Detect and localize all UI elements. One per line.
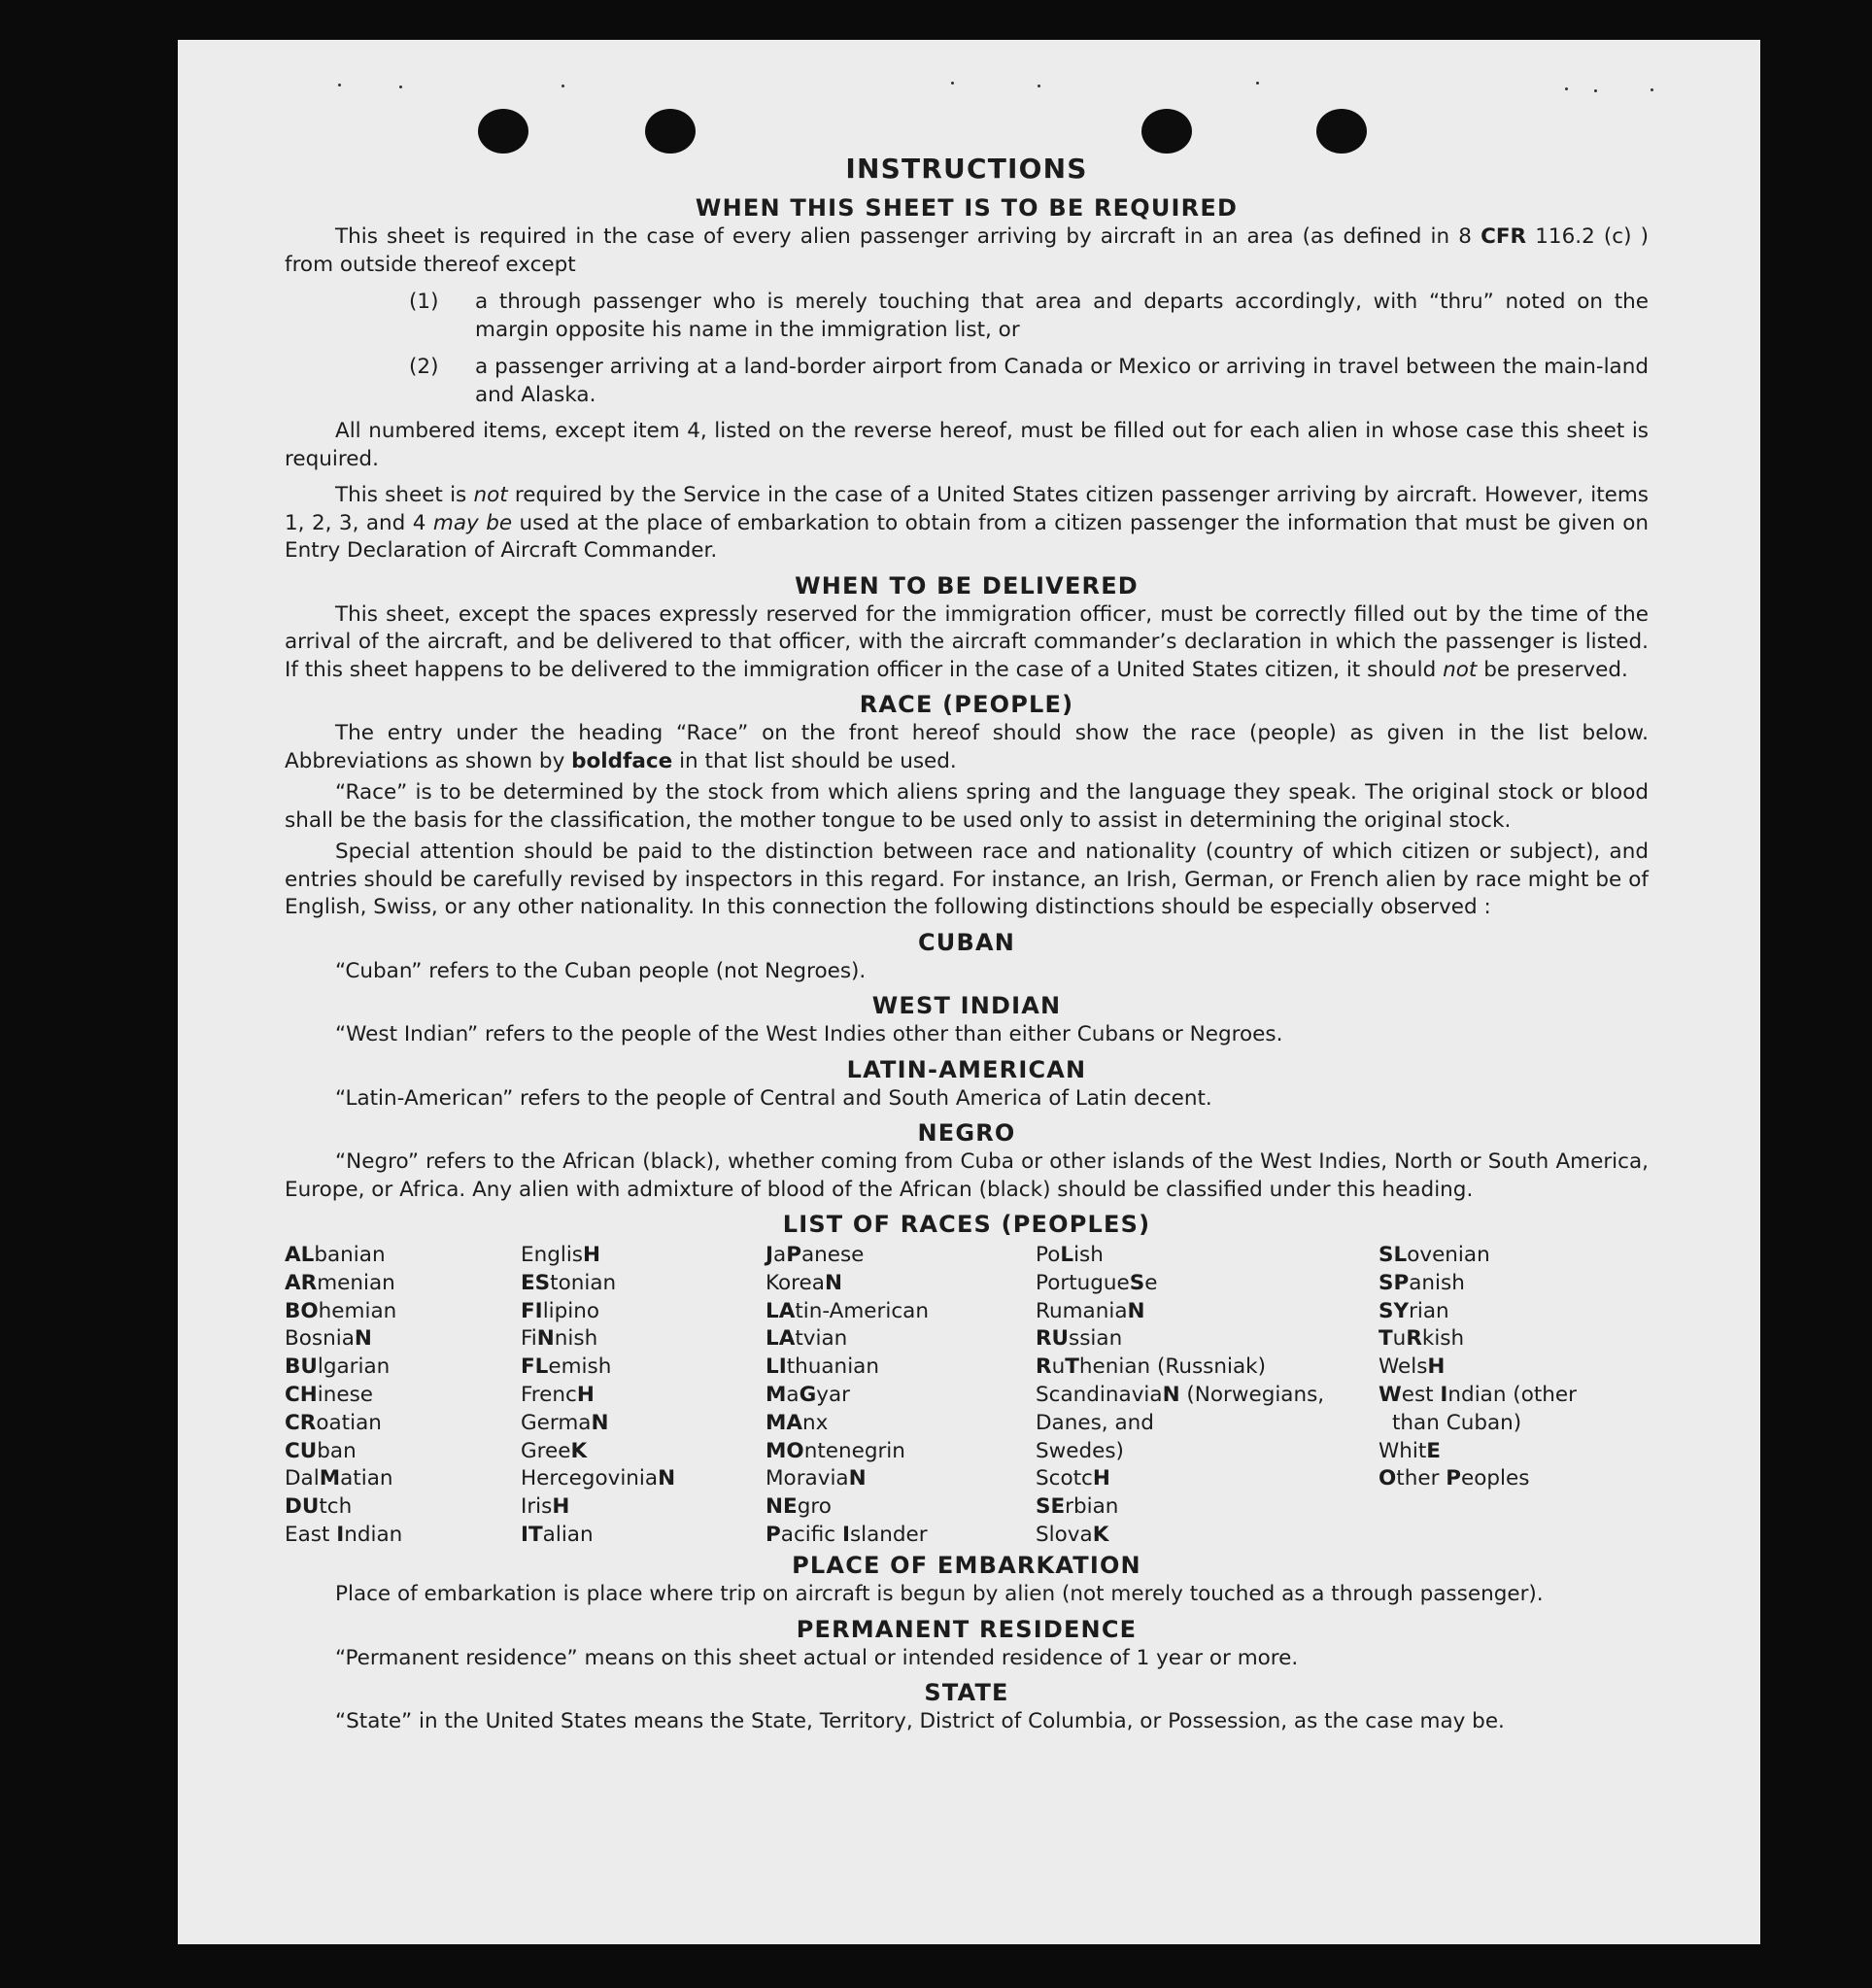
text: The entry under the heading “Race” on the front hereof should show the race (people) as given in the list below. Abbreviations as shown by	[285, 721, 1649, 773]
race-entry: RumaniaN	[1036, 1298, 1145, 1323]
paragraph: Place of embarkation is place where trip on aircraft is begun by alien (not merely touched as a through passenger).	[335, 1582, 1544, 1606]
italic-text: may be	[432, 510, 513, 535]
race-entry: ScotcH	[1036, 1466, 1110, 1491]
abbrev-letters: G	[799, 1382, 817, 1407]
race-entry-continuation: than Cuban)	[1392, 1410, 1522, 1435]
abbrev-letters: IT	[521, 1522, 543, 1547]
speck	[1038, 85, 1040, 87]
race-entry: FLemish	[521, 1354, 612, 1380]
race-entry	[1378, 1410, 1577, 1438]
race-entry: LAtin-American	[766, 1298, 929, 1323]
paragraph	[285, 720, 1649, 775]
race-entry: GreeK	[521, 1438, 588, 1463]
race-entry: BUlgarian	[285, 1354, 391, 1380]
abbrev-letters: FL	[521, 1354, 549, 1380]
speck	[338, 84, 341, 86]
race-entry: ALbanian	[285, 1243, 386, 1267]
race-entry: SErbian	[1036, 1494, 1119, 1520]
abbrev-letters: K	[570, 1438, 588, 1463]
abbrev-letters: RU	[1036, 1326, 1070, 1352]
abbrev-letters: I	[1440, 1382, 1448, 1407]
abbrev-letters: T	[1378, 1326, 1393, 1352]
abbrev-letters: N	[536, 1326, 555, 1352]
paragraph	[285, 223, 1649, 279]
abbrev-letters: SP	[1378, 1270, 1410, 1295]
numbered-item	[409, 354, 1649, 409]
speck	[1594, 89, 1597, 92]
text: 116.2 (c) ) from outside thereof except	[285, 224, 1649, 277]
abbrev-letters: LA	[766, 1298, 796, 1323]
abbrev-letters: P	[1446, 1466, 1462, 1491]
paragraph: “Cuban” refers to the Cuban people (not Negroes).	[335, 958, 867, 983]
abbrev-letters: N	[848, 1466, 867, 1491]
abbrev-letters: ES	[521, 1270, 551, 1295]
abbrev-letters: LA	[766, 1326, 796, 1352]
race-entry: MoraviaN	[766, 1466, 867, 1491]
paragraph: “Race” is to be determined by the stock from which aliens spring and the language they speak. The original stock or blood shall be the basis for the classification, the mother tongue to be used only to assist in determining the original stock.	[285, 780, 1649, 833]
instructions-content	[285, 152, 1649, 1736]
abbrev-letters: CU	[285, 1438, 318, 1463]
item-text: a passenger arriving at a land-border airport from Canada or Mexico or arriving in travel between the main-land and Alaska.	[475, 355, 1649, 407]
abbrev-letters: T	[1065, 1354, 1079, 1380]
italic-text: not	[473, 483, 508, 507]
abbrev-letters: MA	[766, 1410, 803, 1435]
section-heading: PERMANENT RESIDENCE	[796, 1615, 1138, 1643]
race-entry: Swedes)	[1036, 1438, 1124, 1463]
item-text: a through passenger who is merely touching that area and departs accordingly, with “thru” noted on the margin opposite his name in the immigration list, or	[475, 290, 1649, 342]
section-heading: LIST OF RACES (PEOPLES)	[782, 1211, 1151, 1238]
race-entry: SLovenian	[1378, 1243, 1490, 1267]
text: This sheet, except the spaces expressly reserved for the immigration officer, must be correctly filled out by the time of the arrival of the aircraft, and be delivered to that officer, with the aircraft commander’s declaration in which the passenger is listed. If this sheet happens to be delivered to the immigration officer in the case of a United States citizen, it should	[285, 601, 1649, 682]
abbrev-letters: LI	[766, 1354, 787, 1380]
race-entry: PortugueSe	[1036, 1270, 1158, 1295]
abbrev-letters: CR	[285, 1410, 317, 1435]
abbrev-letters: R	[1036, 1354, 1052, 1380]
numbered-item	[409, 289, 1649, 344]
abbrev-letters: M	[319, 1466, 341, 1491]
abbrev-letters: AL	[285, 1243, 315, 1267]
race-entry: SlovaK	[1036, 1522, 1109, 1547]
section-heading: RACE (PEOPLE)	[859, 691, 1074, 718]
race-entry: West Indian (other	[1378, 1382, 1577, 1407]
speck	[562, 85, 564, 87]
race-entry: BOhemian	[285, 1298, 397, 1323]
abbrev-letters: SL	[1378, 1243, 1408, 1267]
abbrev-letters: FI	[521, 1298, 543, 1323]
abbrev-letters: H	[583, 1243, 601, 1267]
race-entry: CRoatian	[285, 1410, 382, 1435]
abbrev-letters: O	[1378, 1466, 1397, 1491]
section-heading: WHEN THIS SHEET IS TO BE REQUIRED	[695, 194, 1239, 222]
race-entry: ARmenian	[285, 1270, 395, 1295]
section-heading: WHEN TO BE DELIVERED	[795, 571, 1139, 600]
races-column	[285, 1242, 402, 1550]
section-heading: LATIN-AMERICAN	[846, 1055, 1087, 1083]
abbrev-letters: H	[1092, 1466, 1110, 1491]
italic-text: not	[1443, 657, 1478, 682]
abbrev-letters: N	[354, 1326, 372, 1352]
text: be preserved.	[1477, 657, 1628, 682]
race-entry: NEgro	[766, 1494, 832, 1520]
races-list	[285, 1242, 1649, 1545]
speck	[951, 82, 954, 85]
abbrev-letters: AR	[285, 1270, 318, 1295]
abbrev-letters: N	[591, 1410, 609, 1435]
race-entry: MaGyar	[766, 1382, 850, 1407]
text: This sheet is required in the case of every alien passenger arriving by aircraft in an area (as defined in 8	[335, 224, 1481, 249]
paragraph: Special attention should be paid to the distinction between race and nationality (country of which citizen or subject), and entries should be carefully revised by inspectors in this regard. For instance, an Irish, German, or French alien by race might be of English, Swiss, or any other nationality. In this connection the following distinctions should be especially observed :	[285, 840, 1649, 919]
abbrev-letters: BO	[285, 1298, 319, 1323]
abbrev-letters: SE	[1036, 1494, 1066, 1520]
abbrev-letters: DU	[285, 1494, 320, 1520]
section-heading: WEST INDIAN	[871, 992, 1062, 1019]
abbrev-letters: SY	[1378, 1298, 1410, 1323]
paragraph: “State” in the United States means the State, Territory, District of Columbia, or Possession, as the case may be.	[335, 1709, 1505, 1733]
paragraph: “West Indian” refers to the people of the West Indies other than either Cubans or Negroes.	[335, 1022, 1283, 1046]
race-entry: FiNnish	[521, 1326, 598, 1352]
text: This sheet is	[335, 483, 474, 507]
punch-hole	[1316, 109, 1367, 154]
races-column	[1036, 1242, 1324, 1550]
speck	[1256, 82, 1259, 85]
abbrev-letters: H	[576, 1382, 595, 1407]
race-entry: HercegoviniaN	[521, 1466, 676, 1491]
abbrev-letters: L	[1060, 1243, 1074, 1267]
abbrev-letters: MO	[766, 1438, 804, 1463]
race-entry: MAnx	[766, 1410, 829, 1435]
race-entry: DalMatian	[285, 1466, 393, 1491]
race-entry: FrencH	[521, 1382, 595, 1407]
race-entry: ScandinaviaN (Norwegians,	[1036, 1382, 1325, 1407]
race-entry: BosniaN	[285, 1326, 372, 1352]
race-entry: SYrian	[1378, 1298, 1449, 1323]
page-title: INSTRUCTIONS	[845, 153, 1088, 185]
bold-text: CFR	[1481, 224, 1527, 249]
races-column	[521, 1242, 675, 1550]
abbrev-letters: CH	[285, 1382, 318, 1407]
paragraph: “Permanent residence” means on this sheet actual or intended residence of 1 year or more.	[335, 1645, 1299, 1670]
abbrev-letters: W	[1378, 1382, 1402, 1407]
race-entry: CUban	[285, 1438, 357, 1463]
abbrev-letters: J	[766, 1243, 773, 1267]
race-entry: Pacific Islander	[766, 1522, 928, 1547]
speck	[399, 86, 402, 88]
abbrev-letters: M	[766, 1382, 787, 1407]
item-number: (2)	[409, 355, 439, 379]
punch-hole	[645, 109, 696, 154]
race-entry: Danes, and	[1036, 1410, 1154, 1435]
race-entry: DUtch	[285, 1494, 353, 1520]
race-entry: RuThenian (Russniak)	[1036, 1354, 1266, 1380]
abbrev-letters: P	[786, 1243, 801, 1267]
paragraph	[285, 601, 1649, 685]
paragraph	[285, 482, 1649, 566]
race-entry: CHinese	[285, 1382, 374, 1407]
text: used at the place of embarkation to obtain from a citizen passenger the information that must be given on Entry Declaration of Aircraft Commander.	[285, 510, 1649, 563]
abbrev-letters: N	[1127, 1298, 1145, 1323]
abbrev-letters: P	[766, 1522, 781, 1547]
abbrev-letters: N	[658, 1466, 676, 1491]
race-entry: WelsH	[1378, 1354, 1446, 1380]
race-entry: PoLish	[1036, 1243, 1104, 1267]
section-heading: PLACE OF EMBARKATION	[792, 1552, 1141, 1579]
section-heading: NEGRO	[917, 1119, 1016, 1147]
race-entry: ITalian	[521, 1522, 594, 1547]
section-heading: CUBAN	[917, 928, 1016, 956]
section-heading: STATE	[924, 1679, 1009, 1706]
item-number: (1)	[409, 290, 439, 314]
race-entry: WhitE	[1378, 1438, 1441, 1463]
race-entry: Other Peoples	[1378, 1466, 1530, 1491]
paragraph: All numbered items, except item 4, listed on the reverse hereof, must be filled out for each alien in whose case this sheet is required.	[285, 419, 1649, 471]
abbrev-letters: N	[1162, 1382, 1180, 1407]
race-entry: East Indian	[285, 1522, 403, 1547]
race-entry: JaPanese	[766, 1243, 865, 1267]
speck	[1565, 87, 1568, 90]
punch-hole	[1141, 109, 1192, 154]
race-entry: GermaN	[521, 1410, 609, 1435]
race-entry: IrisH	[521, 1494, 570, 1520]
race-entry: LAtvian	[766, 1326, 848, 1352]
races-column	[766, 1242, 929, 1550]
abbrev-letters: I	[336, 1522, 345, 1547]
race-entry: TuRkish	[1378, 1326, 1465, 1352]
race-entry: FIlipino	[521, 1298, 600, 1323]
speck	[1651, 88, 1653, 91]
abbrev-letters: H	[552, 1494, 570, 1520]
abbrev-letters: BU	[285, 1354, 318, 1380]
race-entry: RUssian	[1036, 1326, 1123, 1352]
abbrev-letters: NE	[766, 1494, 798, 1520]
abbrev-letters: S	[1129, 1270, 1145, 1295]
paragraph: “Negro” refers to the African (black), whether coming from Cuba or other islands of the West Indies, North or South America, Europe, or Africa. Any alien with admixture of blood of the African (black) should be classified under this heading.	[285, 1149, 1649, 1202]
punch-hole	[478, 109, 528, 154]
abbrev-letters: H	[1427, 1354, 1446, 1380]
abbrev-letters: E	[1426, 1438, 1441, 1463]
race-entry: MOntenegrin	[766, 1438, 905, 1463]
race-entry: EStonian	[521, 1270, 617, 1295]
bold-text: boldface	[571, 748, 673, 773]
race-entry: EnglisH	[521, 1243, 601, 1267]
race-entry: KoreaN	[766, 1270, 842, 1295]
text: required by the Service in the case of a United States citizen passenger arriving by aircraft. However, items 1, 2, 3, and 4	[285, 483, 1650, 535]
paragraph: “Latin-American” refers to the people of Central and South America of Latin decent.	[335, 1085, 1212, 1111]
abbrev-letters: K	[1092, 1522, 1109, 1547]
race-entry: LIthuanian	[766, 1354, 879, 1380]
text: in that list should be used.	[672, 748, 957, 773]
document-sheet	[178, 40, 1760, 1944]
abbrev-letters: I	[841, 1522, 850, 1547]
races-column	[1378, 1242, 1577, 1493]
race-entry: SPanish	[1378, 1270, 1465, 1295]
abbrev-letters: R	[1406, 1326, 1422, 1352]
abbrev-letters: N	[824, 1270, 842, 1295]
